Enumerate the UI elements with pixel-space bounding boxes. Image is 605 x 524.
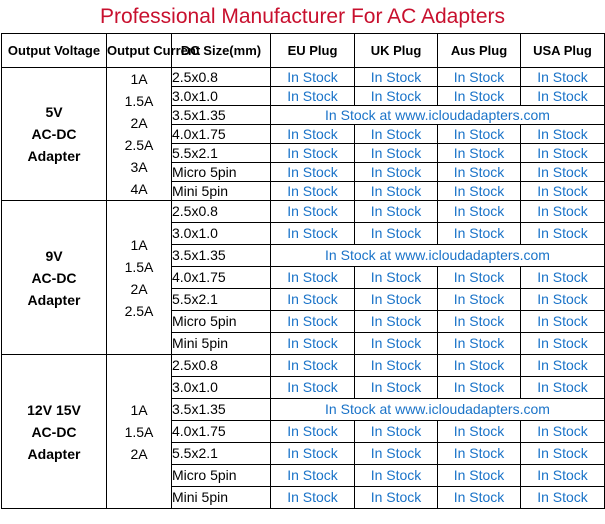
stock-uk-cell[interactable]: In Stock xyxy=(355,289,438,311)
voltage-line: Adapter xyxy=(27,148,81,164)
stock-eu-cell[interactable]: In Stock xyxy=(271,223,355,245)
dc-size-cell: 3.5x1.35 xyxy=(172,399,271,421)
current-value: 2A xyxy=(130,280,148,297)
stock-at-site-link[interactable]: In Stock at www.icloudadapters.com xyxy=(271,106,605,125)
voltage-group-cell xyxy=(2,355,107,509)
header-uk-plug: UK Plug xyxy=(355,34,438,68)
dc-size-cell: 2.5x0.8 xyxy=(172,68,271,87)
voltage-group-cell xyxy=(2,68,107,201)
stock-eu-cell[interactable]: In Stock xyxy=(271,182,355,201)
stock-uk-cell[interactable]: In Stock xyxy=(355,201,438,223)
current-value: 3A xyxy=(130,159,148,175)
stock-usa-cell[interactable]: In Stock xyxy=(521,267,605,289)
stock-usa-cell[interactable]: In Stock xyxy=(521,443,605,465)
header-dc-size: DC Size(mm) xyxy=(172,34,271,68)
stock-eu-cell[interactable]: In Stock xyxy=(271,68,355,87)
dc-size-cell: Mini 5pin xyxy=(172,182,271,201)
stock-eu-cell[interactable]: In Stock xyxy=(271,289,355,311)
stock-usa-cell[interactable]: In Stock xyxy=(521,163,605,182)
stock-eu-cell[interactable]: In Stock xyxy=(271,267,355,289)
dc-size-cell: 3.5x1.35 xyxy=(172,106,271,125)
stock-usa-cell[interactable]: In Stock xyxy=(521,144,605,163)
current-value: 1.5A xyxy=(124,93,154,109)
stock-usa-cell[interactable]: In Stock xyxy=(521,87,605,106)
stock-uk-cell[interactable]: In Stock xyxy=(355,68,438,87)
current-value: 2.5A xyxy=(124,137,154,153)
dc-size-cell: 3.0x1.0 xyxy=(172,87,271,106)
stock-usa-cell[interactable]: In Stock xyxy=(521,333,605,355)
stock-uk-cell[interactable]: In Stock xyxy=(355,311,438,333)
stock-aus-cell[interactable]: In Stock xyxy=(438,465,521,487)
stock-aus-cell[interactable]: In Stock xyxy=(438,182,521,201)
dc-size-cell: Micro 5pin xyxy=(172,163,271,182)
stock-uk-cell[interactable]: In Stock xyxy=(355,355,438,377)
stock-aus-cell[interactable]: In Stock xyxy=(438,421,521,443)
stock-eu-cell[interactable]: In Stock xyxy=(271,465,355,487)
dc-size-cell: 5.5x2.1 xyxy=(172,144,271,163)
current-value: 2A xyxy=(130,115,148,131)
stock-uk-cell[interactable]: In Stock xyxy=(355,421,438,443)
voltage-line: Adapter xyxy=(27,291,81,308)
stock-usa-cell[interactable]: In Stock xyxy=(521,377,605,399)
current-group-cell xyxy=(107,355,172,509)
stock-eu-cell[interactable]: In Stock xyxy=(271,144,355,163)
dc-size-cell: 5.5x2.1 xyxy=(172,289,271,311)
dc-size-cell: Mini 5pin xyxy=(172,487,271,509)
stock-at-site-link[interactable]: In Stock at www.icloudadapters.com xyxy=(271,399,605,421)
stock-aus-cell[interactable]: In Stock xyxy=(438,267,521,289)
stock-uk-cell[interactable]: In Stock xyxy=(355,377,438,399)
stock-usa-cell[interactable]: In Stock xyxy=(521,223,605,245)
stock-usa-cell[interactable]: In Stock xyxy=(521,289,605,311)
header-eu-plug: EU Plug xyxy=(271,34,355,68)
stock-uk-cell[interactable]: In Stock xyxy=(355,144,438,163)
current-group-cell xyxy=(107,201,172,355)
stock-usa-cell[interactable]: In Stock xyxy=(521,311,605,333)
current-value: 2A xyxy=(130,445,148,462)
stock-aus-cell[interactable]: In Stock xyxy=(438,201,521,223)
current-value: 4A xyxy=(130,181,148,197)
stock-uk-cell[interactable]: In Stock xyxy=(355,267,438,289)
stock-aus-cell[interactable]: In Stock xyxy=(438,333,521,355)
stock-aus-cell[interactable]: In Stock xyxy=(438,87,521,106)
voltage-line: AC-DC xyxy=(31,269,77,286)
dc-size-cell: 3.5x1.35 xyxy=(172,245,271,267)
stock-aus-cell[interactable]: In Stock xyxy=(438,311,521,333)
dc-size-cell: 2.5x0.8 xyxy=(172,201,271,223)
voltage-line: AC-DC xyxy=(31,423,77,440)
stock-aus-cell[interactable]: In Stock xyxy=(438,223,521,245)
current-value: 1A xyxy=(130,71,148,87)
stock-usa-cell[interactable]: In Stock xyxy=(521,201,605,223)
header-output-current: Output Current xyxy=(107,34,172,68)
stock-aus-cell[interactable]: In Stock xyxy=(438,377,521,399)
header-row xyxy=(2,34,605,68)
stock-usa-cell[interactable]: In Stock xyxy=(521,465,605,487)
dc-size-cell: 4.0x1.75 xyxy=(172,125,271,144)
current-value: 1.5A xyxy=(124,423,154,440)
adapter-spec-table xyxy=(1,33,605,509)
dc-size-cell: 5.5x2.1 xyxy=(172,443,271,465)
voltage-line: 9V xyxy=(45,247,63,264)
stock-aus-cell[interactable]: In Stock xyxy=(438,125,521,144)
stock-eu-cell[interactable]: In Stock xyxy=(271,163,355,182)
stock-aus-cell[interactable]: In Stock xyxy=(438,68,521,87)
dc-size-cell: 4.0x1.75 xyxy=(172,267,271,289)
stock-uk-cell[interactable]: In Stock xyxy=(355,333,438,355)
dc-size-cell: Micro 5pin xyxy=(172,465,271,487)
stock-usa-cell[interactable]: In Stock xyxy=(521,421,605,443)
stock-aus-cell[interactable]: In Stock xyxy=(438,443,521,465)
voltage-line: Adapter xyxy=(27,445,81,462)
header-output-voltage: Output Voltage xyxy=(2,34,107,68)
stock-aus-cell[interactable]: In Stock xyxy=(438,163,521,182)
stock-uk-cell[interactable]: In Stock xyxy=(355,87,438,106)
stock-aus-cell[interactable]: In Stock xyxy=(438,289,521,311)
stock-aus-cell[interactable]: In Stock xyxy=(438,144,521,163)
table-row xyxy=(2,68,605,87)
dc-size-cell: 3.0x1.0 xyxy=(172,377,271,399)
stock-eu-cell[interactable]: In Stock xyxy=(271,125,355,144)
stock-eu-cell[interactable]: In Stock xyxy=(271,333,355,355)
voltage-group-cell xyxy=(2,201,107,355)
header-aus-plug: Aus Plug xyxy=(438,34,521,68)
stock-usa-cell[interactable]: In Stock xyxy=(521,182,605,201)
dc-size-cell: 3.0x1.0 xyxy=(172,223,271,245)
current-value: 1A xyxy=(130,401,148,418)
stock-uk-cell[interactable]: In Stock xyxy=(355,125,438,144)
table-row xyxy=(2,355,605,377)
stock-eu-cell[interactable]: In Stock xyxy=(271,487,355,509)
table-row xyxy=(2,201,605,223)
stock-uk-cell[interactable]: In Stock xyxy=(355,443,438,465)
page-title: Professional Manufacturer For AC Adapters xyxy=(99,5,506,28)
dc-size-cell: Micro 5pin xyxy=(172,311,271,333)
stock-eu-cell[interactable]: In Stock xyxy=(271,443,355,465)
dc-size-cell: 4.0x1.75 xyxy=(172,421,271,443)
dc-size-cell: Mini 5pin xyxy=(172,333,271,355)
voltage-line: 5V xyxy=(45,104,63,120)
stock-eu-cell[interactable]: In Stock xyxy=(271,377,355,399)
stock-usa-cell[interactable]: In Stock xyxy=(521,355,605,377)
voltage-line: 12V 15V xyxy=(27,401,81,418)
stock-aus-cell[interactable]: In Stock xyxy=(438,487,521,509)
stock-uk-cell[interactable]: In Stock xyxy=(355,163,438,182)
stock-uk-cell[interactable]: In Stock xyxy=(355,487,438,509)
stock-eu-cell[interactable]: In Stock xyxy=(271,87,355,106)
stock-eu-cell[interactable]: In Stock xyxy=(271,355,355,377)
stock-usa-cell[interactable]: In Stock xyxy=(521,487,605,509)
dc-size-cell: 2.5x0.8 xyxy=(172,355,271,377)
header-usa-plug: USA Plug xyxy=(521,34,605,68)
current-value: 2.5A xyxy=(124,302,154,319)
stock-uk-cell[interactable]: In Stock xyxy=(355,182,438,201)
stock-eu-cell[interactable]: In Stock xyxy=(271,201,355,223)
stock-uk-cell[interactable]: In Stock xyxy=(355,465,438,487)
stock-uk-cell[interactable]: In Stock xyxy=(355,223,438,245)
current-group-cell xyxy=(107,68,172,201)
stock-aus-cell[interactable]: In Stock xyxy=(438,355,521,377)
voltage-line: AC-DC xyxy=(31,126,77,142)
current-value: 1.5A xyxy=(124,258,154,275)
current-value: 1A xyxy=(130,236,148,253)
stock-usa-cell[interactable]: In Stock xyxy=(521,68,605,87)
stock-at-site-link[interactable]: In Stock at www.icloudadapters.com xyxy=(271,245,605,267)
stock-eu-cell[interactable]: In Stock xyxy=(271,421,355,443)
stock-eu-cell[interactable]: In Stock xyxy=(271,311,355,333)
stock-usa-cell[interactable]: In Stock xyxy=(521,125,605,144)
